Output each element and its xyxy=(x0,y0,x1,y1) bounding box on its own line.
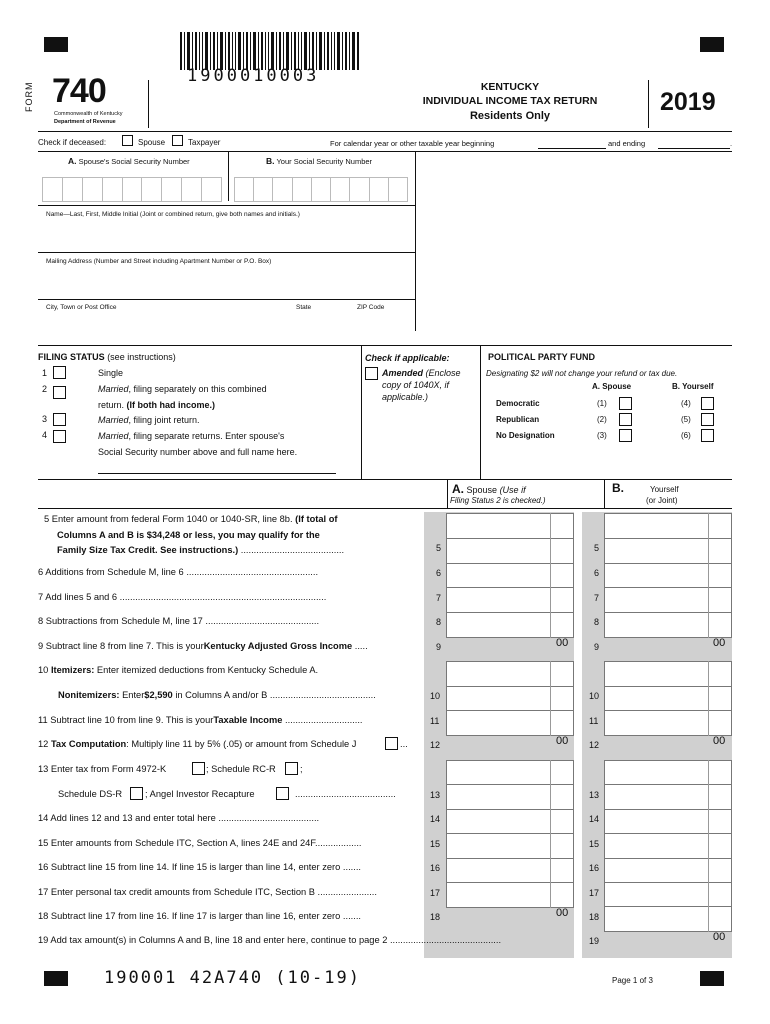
line10-col-b-amount[interactable] xyxy=(604,661,732,687)
line12-col-b-cents-divider xyxy=(708,710,709,736)
party-democratic-a-num: (1) xyxy=(597,399,607,408)
filing-opt3-label: Married, filing joint return. xyxy=(98,415,200,425)
department-text: Department of Revenue xyxy=(54,119,116,125)
line13-dsr-text: Schedule DS-R xyxy=(58,789,123,799)
line8-text: 8 Subtractions from Schedule M, line 17 ............................................ xyxy=(38,616,320,626)
header-rule xyxy=(38,131,732,132)
party-republican-a-num: (2) xyxy=(597,415,607,424)
line7-col-b-number: 7 xyxy=(594,593,600,603)
deceased-label: Check if deceased: xyxy=(38,138,107,147)
line17-col-a-amount[interactable] xyxy=(446,858,574,884)
line11-col-b-amount[interactable] xyxy=(604,686,732,712)
line14-col-a-amount[interactable] xyxy=(446,784,574,810)
line15-col-b-amount[interactable] xyxy=(604,809,732,835)
line17-col-b-amount[interactable] xyxy=(604,858,732,884)
line9-col-a-cents-divider xyxy=(550,612,551,638)
zip-label: ZIP Code xyxy=(357,304,385,311)
line9-col-a-amount[interactable] xyxy=(446,612,574,638)
deceased-taxpayer-checkbox[interactable] xyxy=(172,135,183,146)
line13-col-b-cents-divider xyxy=(708,760,709,786)
line10-col-b-number: 10 xyxy=(589,691,600,701)
line5-text: 5 Enter amount from federal Form 1040 or 1040-SR, line 8b. (If total of Columns A and B is $34,248 or less, you may qualify for the Family Size Tax Credit. See instructions.) ........................................ xyxy=(44,514,345,555)
line5-col-b-number: 5 xyxy=(594,543,600,553)
ssn-top-rule xyxy=(38,151,732,152)
amended-line3: applicable.) xyxy=(382,392,429,402)
year-end-field[interactable] xyxy=(658,148,730,149)
line15-col-a-amount[interactable] xyxy=(446,809,574,835)
registration-mark-top-right xyxy=(700,37,724,52)
line8-col-a-amount[interactable] xyxy=(446,587,574,613)
line9-text: 9 Subtract line 8 from line 7. This is yourKentucky Adjusted Gross Income ..... xyxy=(38,641,368,651)
line13-angel-text: ; Angel Investor Recapture xyxy=(145,789,255,799)
amended-line2: copy of 1040X, if xyxy=(382,380,450,390)
name-label: Name—Last, First, Middle Initial (Joint or combined return, give both names and initials.) xyxy=(46,211,300,218)
filing-opt1-num: 1 xyxy=(42,368,48,378)
col-a-header: A. Spouse (Use if xyxy=(452,482,526,496)
line19-col-b-cents: 00 xyxy=(713,931,726,943)
line15-col-b-cents-divider xyxy=(708,809,709,835)
party-col-b-label: B. Yourself xyxy=(672,382,714,391)
filing-opt4-line1: Married, filing separate returns. Enter spouse's xyxy=(98,431,285,441)
schedule-rcr-checkbox[interactable] xyxy=(285,762,298,775)
line10-col-b-cents-divider xyxy=(708,661,709,687)
filing-opt2-line2: return. (If both had income.) xyxy=(98,400,216,410)
col-b-note: (or Joint) xyxy=(646,496,678,505)
party-no-designation-label: No Designation xyxy=(496,431,555,440)
line6-text: 6 Additions from Schedule M, line 6 ................................................... xyxy=(38,567,319,577)
party-no-designation-b-num: (6) xyxy=(681,431,691,440)
registration-mark-top-left xyxy=(44,37,68,52)
line16-col-b-cents-divider xyxy=(708,833,709,859)
filing-married-separately-combined-checkbox[interactable] xyxy=(53,386,66,399)
party-fund-title: POLITICAL PARTY FUND xyxy=(488,352,596,362)
title-line1: KENTUCKY xyxy=(480,81,540,93)
ssn-a-label: A. Spouse's Social Security Number xyxy=(68,156,190,166)
line17-text: 17 Enter personal tax credit amounts from Schedule ITC, Section B ....................... xyxy=(38,887,377,897)
line12-dots: ... xyxy=(400,739,408,749)
line9-col-a-number: 9 xyxy=(436,642,442,652)
and-ending-text: and ending xyxy=(608,139,646,148)
deceased-spouse-label: Spouse xyxy=(138,138,166,147)
party-republican-spouse-checkbox[interactable] xyxy=(619,413,632,426)
filing-opt4-line2: Social Security number above and full name here. xyxy=(98,447,298,457)
page-number: Page 1 of 3 xyxy=(612,976,653,985)
filing-opt3-num: 3 xyxy=(42,414,48,424)
line10-col-a-number: 10 xyxy=(430,691,441,701)
party-republican-label: Republican xyxy=(496,415,540,424)
line16-col-a-number: 16 xyxy=(430,863,441,873)
form-4972k-checkbox[interactable] xyxy=(192,762,205,775)
form-label: FORM xyxy=(24,81,34,112)
line18-col-a-cents: 00 xyxy=(556,907,569,919)
col-b-letter: B. xyxy=(612,481,624,495)
line13-col-b-amount[interactable] xyxy=(604,760,732,786)
line12-col-a-amount[interactable] xyxy=(446,710,574,736)
tax-year: 2019 xyxy=(660,88,716,116)
barcode-number: 1900010003 xyxy=(187,66,320,86)
schedule-dsr-checkbox[interactable] xyxy=(130,787,143,800)
col-a-note: Filing Status 2 is checked.) xyxy=(450,496,546,505)
schedule-j-checkbox[interactable] xyxy=(385,737,398,750)
filing-opt2-num: 2 xyxy=(42,384,48,394)
line6-col-b-cents-divider xyxy=(708,538,709,564)
line9-col-a-cents: 00 xyxy=(556,637,569,649)
form-number: 740 xyxy=(52,72,106,110)
city-top-rule xyxy=(38,299,415,300)
line8-col-b-cents-divider xyxy=(708,587,709,613)
state-label: State xyxy=(296,304,312,311)
line17-col-b-number: 17 xyxy=(589,888,600,898)
party-democratic-label: Democratic xyxy=(496,399,540,408)
line19-col-b-cents-divider xyxy=(708,906,709,932)
line8-col-a-cents-divider xyxy=(550,587,551,613)
line13-col-a-cents-divider xyxy=(550,760,551,786)
year-begin-field[interactable] xyxy=(538,148,606,149)
line12-col-b-amount[interactable] xyxy=(604,710,732,736)
filing-status-title: FILING STATUS (see instructions) xyxy=(38,352,176,362)
line14-col-a-cents-divider xyxy=(550,784,551,810)
line13-col-a-amount[interactable] xyxy=(446,760,574,786)
line11-col-b-cents-divider xyxy=(708,686,709,712)
barcode xyxy=(180,32,360,70)
party-republican-yourself-checkbox[interactable] xyxy=(701,413,714,426)
line13-dots: ....................................... xyxy=(295,789,396,799)
line17-col-b-cents-divider xyxy=(708,858,709,884)
line7-col-a-number: 7 xyxy=(436,593,442,603)
line19-col-b-amount[interactable] xyxy=(604,906,732,932)
party-fund-left-border xyxy=(480,345,481,480)
line6-col-a-amount[interactable] xyxy=(446,538,574,564)
line7-col-a-cents-divider xyxy=(550,563,551,589)
line18-col-b-number: 18 xyxy=(589,912,600,922)
line15-col-a-cents-divider xyxy=(550,809,551,835)
filing-top-rule xyxy=(38,345,732,346)
line12-col-a-cents-divider xyxy=(550,710,551,736)
calendar-year-text: For calendar year or other taxable year beginning xyxy=(330,139,495,148)
line13-semicolon: ; xyxy=(300,764,303,774)
line8-col-b-number: 8 xyxy=(594,617,600,627)
line13-text: 13 Enter tax from Form 4972-K xyxy=(38,764,167,774)
line5-col-a-number: 5 xyxy=(436,543,442,553)
party-fund-subtitle: Designating $2 will not change your refund or tax due. xyxy=(486,369,678,378)
line7-col-b-cents-divider xyxy=(708,563,709,589)
line6-col-b-number: 6 xyxy=(594,568,600,578)
amended-checkbox[interactable] xyxy=(365,367,378,380)
line12-col-a-cents: 00 xyxy=(556,735,569,747)
line11-col-a-amount[interactable] xyxy=(446,686,574,712)
mailing-label: Mailing Address (Number and Street including Apartment Number or P.O. Box) xyxy=(46,258,272,265)
line8-col-a-number: 8 xyxy=(436,617,442,627)
filing-married-separate-returns-checkbox[interactable] xyxy=(53,430,66,443)
amended-line1: Amended (Enclose xyxy=(382,368,461,378)
line15-col-b-number: 15 xyxy=(589,839,600,849)
party-republican-b-num: (5) xyxy=(681,415,691,424)
title-line3: Residents Only xyxy=(469,110,551,122)
line18-col-a-cents-divider xyxy=(550,882,551,908)
line11-col-a-number: 11 xyxy=(430,716,440,726)
party-no-designation-a-num: (3) xyxy=(597,431,607,440)
line16-col-b-number: 16 xyxy=(589,863,600,873)
line9-col-b-number: 9 xyxy=(594,642,600,652)
filing-married-joint-checkbox[interactable] xyxy=(53,413,66,426)
line16-col-a-cents-divider xyxy=(550,833,551,859)
spouse-ssn-input[interactable] xyxy=(42,177,222,202)
line11-text: 11 Subtract line 10 from line 9. This is yourTaxable Income .............................. xyxy=(38,715,363,725)
line16-col-a-amount[interactable] xyxy=(446,833,574,859)
line7-col-a-amount[interactable] xyxy=(446,563,574,589)
party-democratic-yourself-checkbox[interactable] xyxy=(701,397,714,410)
party-democratic-b-num: (4) xyxy=(681,399,691,408)
line16-col-b-amount[interactable] xyxy=(604,833,732,859)
line14-col-b-cents-divider xyxy=(708,784,709,810)
line6-col-b-amount[interactable] xyxy=(604,538,732,564)
line7-text: 7 Add lines 5 and 6 ................................................................................ xyxy=(38,592,327,602)
columns-bottom-rule xyxy=(38,508,732,509)
col-b-label: Yourself xyxy=(650,485,679,494)
address-right-border xyxy=(415,151,416,331)
line13-rcr-text: ; Schedule RC-R xyxy=(206,764,276,774)
line9-col-b-cents-divider xyxy=(708,612,709,638)
line6-col-a-number: 6 xyxy=(436,568,442,578)
commonwealth-text: Commonwealth of Kentucky xyxy=(54,111,123,117)
col-b-header-left xyxy=(604,479,605,508)
deceased-taxpayer-label: Taxpayer xyxy=(188,138,221,147)
line10-itemizers-text: 10 Itemizers: Enter itemized deductions from Kentucky Schedule A. xyxy=(38,665,319,675)
mailing-input[interactable] xyxy=(42,268,412,296)
name-input[interactable] xyxy=(42,222,412,250)
line7-col-b-amount[interactable] xyxy=(604,563,732,589)
line10-text: Nonitemizers: Enter$2,590 in Columns A and/or B ......................................... xyxy=(58,690,376,700)
line10-col-a-cents-divider xyxy=(550,661,551,687)
mailing-top-rule xyxy=(38,252,415,253)
line15-text: 15 Enter amounts from Schedule ITC, Section A, lines 24E and 24F.................. xyxy=(38,838,362,848)
spouse-name-field[interactable] xyxy=(98,473,336,474)
line17-col-a-number: 17 xyxy=(430,888,441,898)
line19-col-b-number: 19 xyxy=(589,936,600,946)
city-input[interactable] xyxy=(42,314,412,330)
line11-col-b-number: 11 xyxy=(589,716,599,726)
line12-col-a-number: 12 xyxy=(430,740,441,750)
line8-col-b-amount[interactable] xyxy=(604,587,732,613)
ssn-divider xyxy=(228,151,229,201)
filing-opt1-label: Single xyxy=(98,368,124,378)
line12-col-b-cents: 00 xyxy=(713,735,726,747)
line13-col-a-number: 13 xyxy=(430,790,441,800)
your-ssn-input[interactable] xyxy=(234,177,408,202)
line16-text: 16 Subtract line 15 from line 14. If line 15 is larger than line 14, enter zero ....... xyxy=(38,862,361,872)
name-top-rule xyxy=(38,205,415,206)
filing-opt2-line1: Married, filing separately on this combined xyxy=(98,384,267,394)
line14-col-a-number: 14 xyxy=(430,814,441,824)
period-mark: . xyxy=(730,139,733,148)
party-no-designation-yourself-checkbox[interactable] xyxy=(701,429,714,442)
line14-text: 14 Add lines 12 and 13 and enter total here ....................................... xyxy=(38,813,320,823)
registration-mark-bottom-right xyxy=(700,971,724,986)
party-democratic-spouse-checkbox[interactable] xyxy=(619,397,632,410)
line13-col-b-number: 13 xyxy=(589,790,600,800)
line18-col-b-amount[interactable] xyxy=(604,882,732,908)
title-line2: INDIVIDUAL INCOME TAX RETURN xyxy=(422,95,598,107)
line9-col-b-amount[interactable] xyxy=(604,612,732,638)
deceased-spouse-checkbox[interactable] xyxy=(122,135,133,146)
registration-mark-bottom-left xyxy=(44,971,68,986)
angel-investor-checkbox[interactable] xyxy=(276,787,289,800)
line17-col-a-cents-divider xyxy=(550,858,551,884)
line9-col-b-cents: 00 xyxy=(713,637,726,649)
line15-col-a-number: 15 xyxy=(430,839,441,849)
filing-opt4-num: 4 xyxy=(42,430,48,440)
line12-col-b-number: 12 xyxy=(589,740,600,750)
line6-col-a-cents-divider xyxy=(550,538,551,564)
line18-col-a-number: 18 xyxy=(430,912,441,922)
line11-col-a-cents-divider xyxy=(550,686,551,712)
applicable-left-border xyxy=(361,345,362,480)
line18-col-a-amount[interactable] xyxy=(446,882,574,908)
ssn-b-label: B. Your Social Security Number xyxy=(266,156,373,166)
col-a-header-left xyxy=(447,479,448,508)
line19-text: 19 Add tax amount(s) in Columns A and B, line 18 and enter here, continue to page 2 ........................................... xyxy=(38,935,502,945)
filing-single-checkbox[interactable] xyxy=(53,366,66,379)
footer-code: 190001 42A740 (10-19) xyxy=(104,968,361,988)
header-divider-right xyxy=(648,80,649,128)
line10-col-a-amount[interactable] xyxy=(446,661,574,687)
line14-col-b-amount[interactable] xyxy=(604,784,732,810)
line12-text: 12 Tax Computation: Multiply line 11 by 5% (.05) or amount from Schedule J xyxy=(38,739,357,749)
line18-text: 18 Subtract line 17 from line 16. If line 17 is larger than line 16, enter zero ....... xyxy=(38,911,361,921)
party-no-designation-spouse-checkbox[interactable] xyxy=(619,429,632,442)
city-label: City, Town or Post Office xyxy=(46,304,117,311)
applicable-title: Check if applicable: xyxy=(365,353,450,363)
columns-top-rule xyxy=(38,479,732,480)
line14-col-b-number: 14 xyxy=(589,814,600,824)
party-col-a-label: A. Spouse xyxy=(592,382,632,391)
line18-col-b-cents-divider xyxy=(708,882,709,908)
header-divider-left xyxy=(148,80,149,128)
